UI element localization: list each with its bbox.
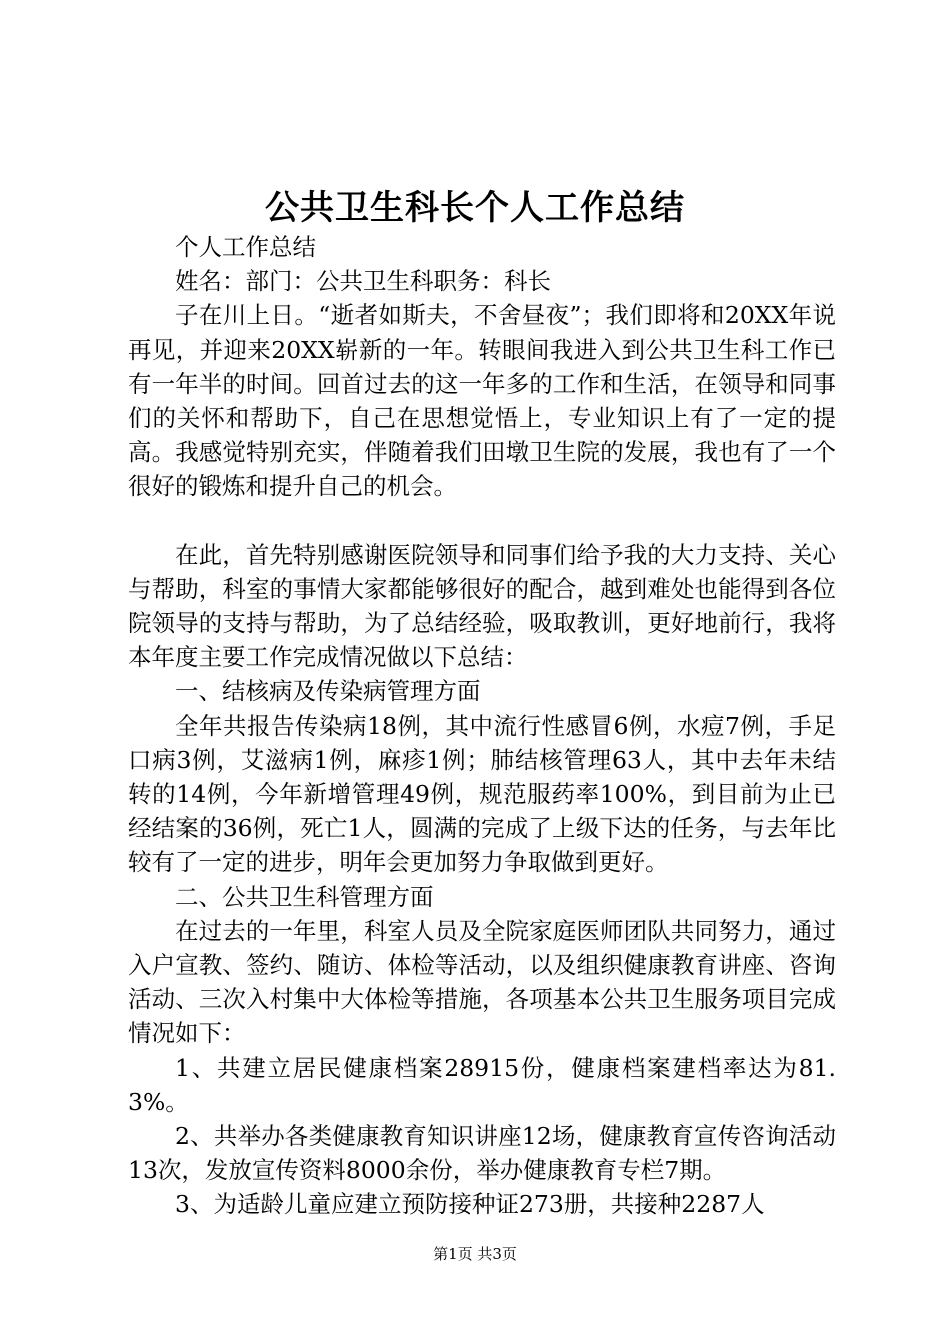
list-item-health-education: 2、共举办各类健康教育知识讲座12场，健康教育宣传咨询活动13次，发放宣传资料8000余份，举办健康教育专栏7期。 [128,1122,836,1185]
paragraph-public-health-overview: 在过去的一年里，科室人员及全院家庭医师团队共同努力，通过入户宣教、签约、随访、体检等活动，以及组织健康教育讲座、咨询活动、三次入村集中大体检等措施，各项基本公共卫生服务项目完成情况如下： [128,916,836,1048]
section-heading-tb: 一、结核病及传染病管理方面 [175,677,481,706]
document-title: 公共卫生科长个人工作总结 [265,188,685,228]
list-item-health-records: 1、共建立居民健康档案28915份，健康档案建档率达为81.3%。 [128,1053,836,1116]
document-body [128,230,836,1222]
paragraph-subtitle: 个人工作总结 [175,233,316,261]
page-footer: 第1页 共3页 [433,1245,517,1263]
paragraph-intro: 子在川上日。“逝者如斯夫，不舍昼夜”；我们即将和20XX年说再见，并迎来20XX崭新的一年。转眼间我进入到公共卫生科工作已有一年半的时间。回首过去的这一年多的工作和生活，在领导和同事们的关怀和帮助下，自己在思想觉悟上，专业知识上有了一定的提高。我感觉特别充实，伴随着我们田墩卫生院的发展，我也有了一个很好的锻炼和提升自己的机会。 [128,301,836,501]
paragraph-name-dept-position: 姓名：部门：公共卫生科职务：科长 [175,267,551,296]
list-item-vaccination: 3、为适龄儿童应建立预防接种证273册，共接种2287人 [175,1190,765,1219]
paragraph-tb-stats: 全年共报告传染病18例，其中流行性感冒6例，水痘7例，手足口病3例，艾滋病1例，麻疹1例；肺结核管理63人，其中去年未结转的14例，今年新增管理49例，规范服药率100%，到目前为止已经结案的36例，死亡1人，圆满的完成了上级下达的任务，与去年比较有了一定的进步，明年会更加努力争取做到更好。 [128,711,836,877]
paragraph-thanks: 在此，首先特别感谢医院领导和同事们给予我的大力支持、关心与帮助，科室的事情大家都能够很好的配合，越到难处也能得到各位院领导的支持与帮助，为了总结经验，吸取教训，更好地前行，我将本年度主要工作完成情况做以下总结： [128,540,836,672]
section-heading-public-health: 二、公共卫生科管理方面 [175,882,434,911]
